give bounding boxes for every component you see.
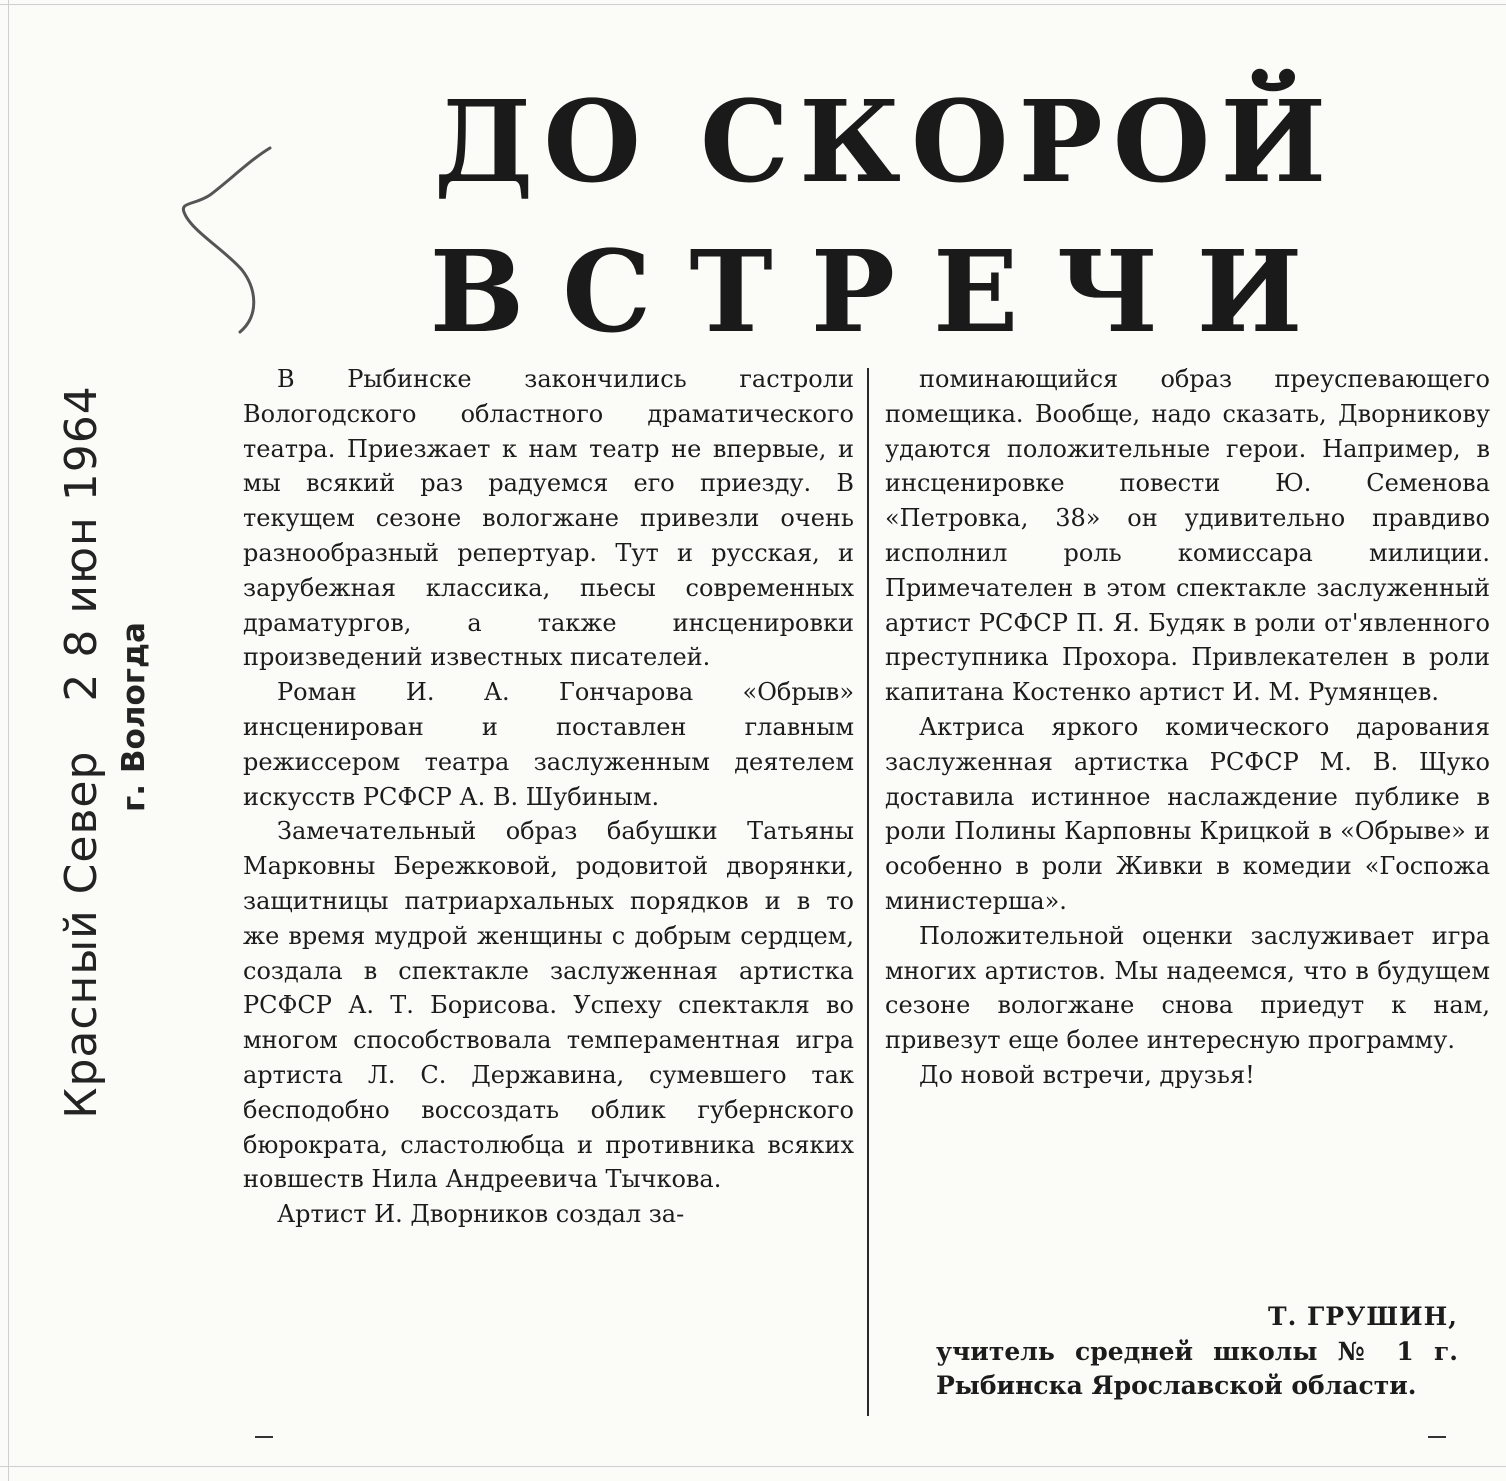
paragraph: Замечательный образ бабушки Татьяны Марковны Бережковой, родовитой дворянки, защитницы патриархальных порядков и в то же время мудрой женщины с добрым сердцем, создала в спектакле заслуженная артистка РСФСР А. Т. Борисова. Успеху спектакля во многом способствовала темпераментная игра артиста Л. С. Державина, сумевшего так бесподобно воссоздать облик губернского бюрократа, сластолюбца и противника всяких новшеств Нила Андреевича Тычкова. bbox=[243, 817, 854, 1194]
paragraph: Положительной оценки заслуживает игра многих артистов. Мы надеемся, что в будущем сезоне вологжане снова приедут к нам, привезут еще более интересную программу. bbox=[885, 921, 1490, 1055]
headline-line-2: ВСТРЕЧИ bbox=[429, 227, 1341, 358]
headline-line-1: ДО СКОРОЙ bbox=[433, 77, 1337, 208]
paragraph: В Рыбинске закончились гастроли Вологодского областного драматического театра. Приезжает к нам театр не впервые, и мы всякий раз радуемся его приезду. В текущем сезоне вологжане привезли очень разнообразный репертуар. Тут и русская, и зарубежная классика, пьесы современных драматургов, а также инсценировки произведений известных писателей. bbox=[243, 365, 854, 672]
paragraph: До новой встречи, друзья! bbox=[919, 1060, 1255, 1089]
paragraph: Актриса яркого комического дарования заслуженная артистка РСФСР М. В. Щуко доставила истинное наслаждение публике в роли Полины Карповны Крицкой в «Обрыве» и особенно в роли Живки в комедии «Госпожа министерша». bbox=[885, 712, 1490, 915]
headline bbox=[405, 68, 1365, 368]
clipping-edge-top bbox=[0, 4, 1506, 5]
clipping-edge-bottom bbox=[0, 1466, 1506, 1467]
stamp-year: 1964 bbox=[56, 385, 107, 502]
stamp-month: июн bbox=[56, 516, 107, 614]
clipping-edge-left bbox=[8, 0, 9, 1481]
stamp-newspaper: Красный Север bbox=[56, 750, 107, 1119]
paragraph: поминающийся образ преуспевающего помещика. Вообще, надо сказать, Дворникову удаются положительные герои. Например, в инсценировке повести Ю. Семенова «Петровка, 38» он удивительно правдиво исполнил роль комиссара милиции. Примечателен в этом спектакле заслуженный артист РСФСР П. Я. Будяк в роли от'явленного преступника Прохора. Привлекателен в роли капитана Костенко артист И. М. Румянцев. bbox=[885, 365, 1490, 707]
print-mark bbox=[255, 1436, 273, 1438]
article-column-left bbox=[243, 362, 854, 1232]
paragraph: Артист И. Дворников создал за- bbox=[277, 1200, 685, 1229]
stamp-date: 2 8 bbox=[56, 628, 107, 702]
paragraph: Роман И. А. Гончарова «Обрыв» инсценирован и поставлен главным режиссером театра заслуженным деятелем искусств РСФСР А. В. Шубиным. bbox=[243, 678, 854, 811]
article-column-right bbox=[885, 362, 1490, 1093]
print-mark bbox=[1428, 1436, 1446, 1438]
author-name: Т. ГРУШИН, bbox=[1267, 1302, 1458, 1331]
author-signature bbox=[936, 1300, 1458, 1404]
author-affiliation: учитель средней школы № 1 г. Рыбинска Ярославской области. bbox=[936, 1336, 1458, 1400]
handwritten-mark bbox=[170, 140, 280, 340]
stamp-city: г. Вологда bbox=[116, 622, 152, 812]
column-divider bbox=[867, 368, 869, 1416]
